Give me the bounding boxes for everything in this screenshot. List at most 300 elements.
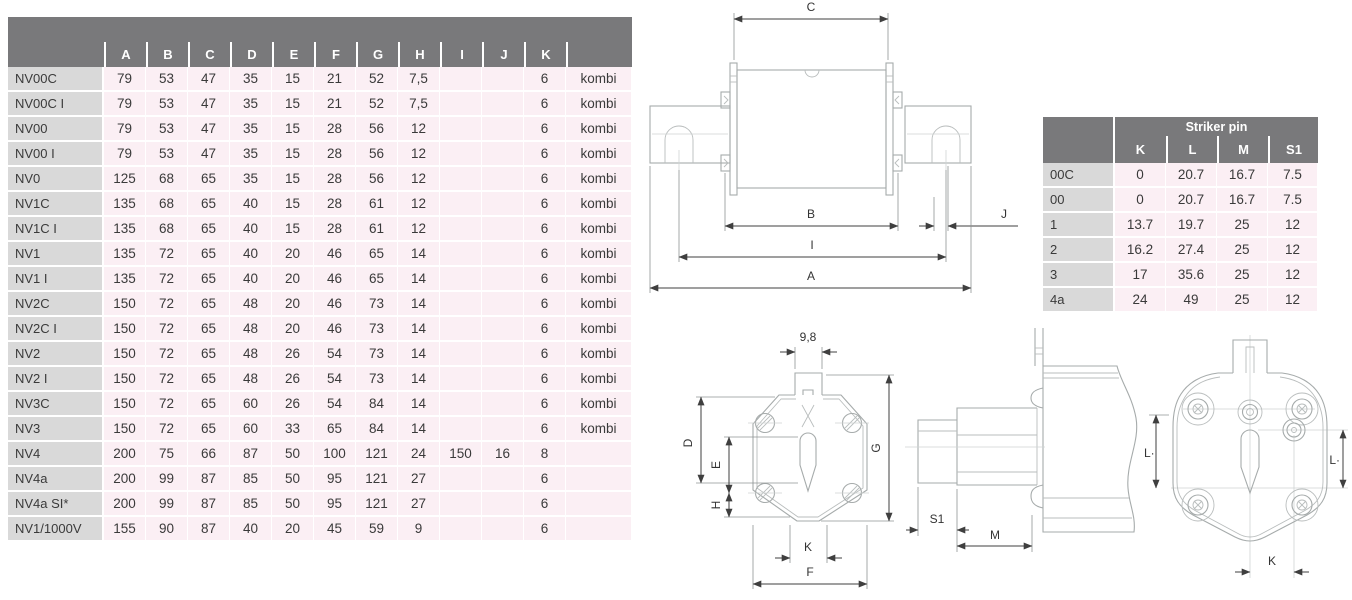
- dimension-cell: 14: [398, 317, 440, 342]
- table-row: [8, 492, 632, 517]
- dimension-cell: [566, 467, 632, 492]
- dimension-cell: 47: [188, 67, 230, 92]
- dimension-cell: 87: [188, 492, 230, 517]
- striker-row-label: 00C: [1043, 163, 1115, 188]
- dimension-cell: 72: [146, 367, 188, 392]
- dimension-cell: 35: [230, 117, 272, 142]
- row-label: NV2: [8, 342, 104, 367]
- dimension-cell: 16: [482, 442, 524, 467]
- dimension-cell: 68: [146, 217, 188, 242]
- dimension-cell: 85: [230, 467, 272, 492]
- dimension-cell: 15: [272, 192, 314, 217]
- dimension-cell: 12: [398, 167, 440, 192]
- row-label: NV2C: [8, 292, 104, 317]
- dimension-cell: [440, 367, 482, 392]
- dimension-cell: [440, 492, 482, 517]
- dimension-cell: 135: [104, 267, 146, 292]
- dimension-cell: 6: [524, 517, 566, 542]
- dimension-cell: 20: [272, 267, 314, 292]
- dimension-cell: 72: [146, 417, 188, 442]
- dim-label-K-rear: K: [1267, 554, 1277, 568]
- row-label: NV4a: [8, 467, 104, 492]
- dimension-cell: 12: [398, 117, 440, 142]
- dimension-cell: 135: [104, 192, 146, 217]
- dimension-cell: 47: [188, 117, 230, 142]
- dimension-cell: 28: [314, 192, 356, 217]
- dimension-cell: kombi: [566, 267, 632, 292]
- dimension-cell: 73: [356, 317, 398, 342]
- table-row: [1043, 213, 1318, 238]
- dimension-cell: [482, 142, 524, 167]
- dimension-cell: 15: [272, 117, 314, 142]
- striker-cell: 12: [1268, 213, 1318, 238]
- dimension-cell: 6: [524, 317, 566, 342]
- striker-cell: 20.7: [1166, 163, 1217, 188]
- dimension-cell: 150: [104, 317, 146, 342]
- dimension-cell: 46: [314, 292, 356, 317]
- dimension-cell: 84: [356, 417, 398, 442]
- dimension-cell: 100: [314, 442, 356, 467]
- right-blade: [886, 63, 893, 195]
- striker-row-label: 4a: [1043, 288, 1115, 313]
- dimension-cell: 15: [272, 217, 314, 242]
- dimension-cell: 95: [314, 467, 356, 492]
- dim-label-I: I: [810, 238, 814, 252]
- table-row: [8, 167, 632, 192]
- dimension-cell: 155: [104, 517, 146, 542]
- dimension-cell: 65: [188, 342, 230, 367]
- dimension-cell: kombi: [566, 117, 632, 142]
- dimension-cell: 15: [272, 142, 314, 167]
- dimension-cell: 65: [188, 167, 230, 192]
- left-busbar: [650, 106, 730, 163]
- table-row: [1043, 163, 1318, 188]
- dim-label-F: F: [806, 565, 814, 579]
- dimension-cell: 47: [188, 142, 230, 167]
- dimension-cell: 56: [356, 142, 398, 167]
- striker-title-row: [1043, 117, 1318, 136]
- dimension-cell: 150: [104, 392, 146, 417]
- dimension-cell: 150: [104, 342, 146, 367]
- dimension-cell: 65: [356, 242, 398, 267]
- dimension-cell: 84: [356, 392, 398, 417]
- dimension-cell: 20: [272, 292, 314, 317]
- dimension-cell: 75: [146, 442, 188, 467]
- dimension-cell: 6: [524, 142, 566, 167]
- dimension-cell: 73: [356, 292, 398, 317]
- dimension-cell: 60: [230, 417, 272, 442]
- striker-column-header: K: [1115, 136, 1166, 163]
- dimension-cell: [482, 117, 524, 142]
- dimension-cell: 46: [314, 317, 356, 342]
- dimension-cell: [440, 417, 482, 442]
- dimension-cell: 6: [524, 67, 566, 92]
- dimension-cell: 79: [104, 92, 146, 117]
- dimension-cell: 87: [230, 442, 272, 467]
- fuse-body-side: [1043, 366, 1137, 532]
- striker-cell: 13.7: [1115, 213, 1166, 238]
- dimension-cell: 150: [104, 367, 146, 392]
- dimension-cell: 46: [314, 267, 356, 292]
- dimension-cell: 72: [146, 342, 188, 367]
- dimension-cell: 135: [104, 217, 146, 242]
- dimensions-table: [8, 17, 632, 542]
- dimension-cell: [440, 142, 482, 167]
- dimension-cell: 150: [104, 292, 146, 317]
- dimension-cell: [440, 267, 482, 292]
- column-header: A: [104, 42, 146, 67]
- flange-bump-top: [1031, 388, 1043, 408]
- table-row: [8, 367, 632, 392]
- dimension-cell: [566, 517, 632, 542]
- striker-cell: 25: [1217, 213, 1268, 238]
- dimension-cell: 72: [146, 267, 188, 292]
- dimension-cell: 15: [272, 167, 314, 192]
- dimension-cell: 40: [230, 192, 272, 217]
- dimension-cell: [482, 392, 524, 417]
- dimensions-table-header: [8, 42, 632, 67]
- dimension-cell: 33: [272, 417, 314, 442]
- dimension-cell: 15: [272, 67, 314, 92]
- dimension-cell: [440, 67, 482, 92]
- column-header: [566, 42, 632, 67]
- dimension-cell: 200: [104, 492, 146, 517]
- dimension-cell: 9: [398, 517, 440, 542]
- table-row: [8, 267, 632, 292]
- striker-cell: 16.7: [1217, 163, 1268, 188]
- dimension-cell: 6: [524, 367, 566, 392]
- row-label: NV1 I: [8, 267, 104, 292]
- dimension-cell: [440, 92, 482, 117]
- dimension-cell: 48: [230, 367, 272, 392]
- dim-label-S1: S1: [929, 512, 945, 526]
- dimension-cell: 6: [524, 242, 566, 267]
- dimension-cell: 27: [398, 467, 440, 492]
- dimension-cell: 35: [230, 167, 272, 192]
- dimension-cell: 40: [230, 517, 272, 542]
- row-label: NV0: [8, 167, 104, 192]
- dim-label-A: A: [806, 269, 816, 283]
- dimension-cell: 95: [314, 492, 356, 517]
- table-row: [8, 117, 632, 142]
- dimension-cell: 21: [314, 67, 356, 92]
- striker-clip-mark: [802, 405, 814, 427]
- dimension-cell: 65: [356, 267, 398, 292]
- dimension-cell: 24: [398, 442, 440, 467]
- dimension-cell: 50: [272, 492, 314, 517]
- dimension-cell: [482, 92, 524, 117]
- dimension-cell: [440, 292, 482, 317]
- row-label: NV2C I: [8, 317, 104, 342]
- dimension-cell: [440, 517, 482, 542]
- dimension-cell: 125: [104, 167, 146, 192]
- teardrop-slot: [800, 433, 816, 491]
- dimension-cell: 79: [104, 67, 146, 92]
- dimension-cell: 46: [314, 242, 356, 267]
- column-header: G: [356, 42, 398, 67]
- dimension-cell: [482, 167, 524, 192]
- dimension-cell: 52: [356, 92, 398, 117]
- striker-cell: 20.7: [1166, 188, 1217, 213]
- dimension-cell: 28: [314, 117, 356, 142]
- dimension-cell: 15: [272, 92, 314, 117]
- dimension-cell: 26: [272, 392, 314, 417]
- dimension-cell: [482, 242, 524, 267]
- dimension-cell: 28: [314, 217, 356, 242]
- dimension-cell: [440, 342, 482, 367]
- dimension-cell: 20: [272, 317, 314, 342]
- table-row: [8, 242, 632, 267]
- column-header: J: [482, 42, 524, 67]
- dimension-cell: 20: [272, 517, 314, 542]
- column-header: E: [272, 42, 314, 67]
- dimension-cell: kombi: [566, 367, 632, 392]
- dimension-cell: 35: [230, 92, 272, 117]
- striker-table-body: [1043, 163, 1318, 313]
- dim-label-J: J: [1001, 207, 1007, 221]
- striker-cell: 25: [1217, 263, 1268, 288]
- dimension-cell: 73: [356, 367, 398, 392]
- dimension-cell: 85: [230, 492, 272, 517]
- body-top-notch: [805, 70, 819, 77]
- dimension-cell: [482, 342, 524, 367]
- table-row: [8, 317, 632, 342]
- striker-column-header: M: [1217, 136, 1268, 163]
- dimension-cell: kombi: [566, 342, 632, 367]
- dimension-cell: [482, 217, 524, 242]
- striker-cell: 7.5: [1268, 163, 1318, 188]
- row-label: NV1C: [8, 192, 104, 217]
- dimension-cell: 48: [230, 317, 272, 342]
- dimension-cell: 6: [524, 117, 566, 142]
- dimension-cell: 99: [146, 492, 188, 517]
- striker-corner-cell: [1043, 117, 1115, 163]
- table-row: [1043, 188, 1318, 213]
- drawing-fuse-side-view: [905, 320, 1155, 560]
- row-label: NV00: [8, 117, 104, 142]
- table-row: [8, 142, 632, 167]
- dimension-cell: 8: [524, 442, 566, 467]
- dimension-cell: [566, 492, 632, 517]
- dimension-cell: 54: [314, 342, 356, 367]
- dimension-cell: 6: [524, 292, 566, 317]
- dimension-cell: 6: [524, 467, 566, 492]
- dimension-cell: 99: [146, 467, 188, 492]
- dimensions-table-body: [8, 67, 632, 542]
- dimension-cell: [440, 242, 482, 267]
- dimension-cell: 6: [524, 492, 566, 517]
- dimension-cell: 21: [314, 92, 356, 117]
- row-label: NV1C I: [8, 217, 104, 242]
- dimension-cell: kombi: [566, 142, 632, 167]
- dimension-cell: 72: [146, 292, 188, 317]
- dimension-cell: kombi: [566, 392, 632, 417]
- striker-pin: [918, 408, 1037, 485]
- dimension-cell: kombi: [566, 192, 632, 217]
- dimension-cell: [482, 292, 524, 317]
- dimension-cell: 6: [524, 217, 566, 242]
- striker-cell: 12: [1268, 238, 1318, 263]
- row-label: NV00C: [8, 67, 104, 92]
- striker-cell: 0: [1115, 188, 1166, 213]
- dimension-cell: [482, 517, 524, 542]
- dimension-cell: 61: [356, 217, 398, 242]
- dimension-cell: 65: [314, 417, 356, 442]
- dimension-cell: 50: [272, 442, 314, 467]
- dimension-cell: 65: [188, 217, 230, 242]
- dimension-cell: 35: [230, 142, 272, 167]
- right-bottom-tab: [893, 155, 902, 171]
- dimension-cell: 79: [104, 117, 146, 142]
- dimension-cell: 65: [188, 192, 230, 217]
- dimension-cell: 12: [398, 217, 440, 242]
- dim-label-L-left: L·: [1144, 446, 1155, 460]
- dimension-cell: kombi: [566, 242, 632, 267]
- dimension-cell: 6: [524, 417, 566, 442]
- drawing-fuse-front-view: [630, 0, 1040, 310]
- dimension-cell: 47: [188, 92, 230, 117]
- dimension-cell: 12: [398, 192, 440, 217]
- dimension-cell: 65: [188, 242, 230, 267]
- dimension-cell: 40: [230, 217, 272, 242]
- column-header: F: [314, 42, 356, 67]
- dimension-cell: 60: [230, 392, 272, 417]
- dimension-cell: 14: [398, 417, 440, 442]
- dimension-cell: 27: [398, 492, 440, 517]
- row-label: NV1/1000V: [8, 517, 104, 542]
- table-row: [1043, 238, 1318, 263]
- table-row: [8, 92, 632, 117]
- dim-label-L-right: L·: [1329, 453, 1340, 467]
- table-row: [8, 442, 632, 467]
- dimension-cell: [440, 392, 482, 417]
- dim-label-G: G: [869, 443, 883, 453]
- row-label: NV2 I: [8, 367, 104, 392]
- dimension-cell: kombi: [566, 417, 632, 442]
- dimension-cell: 14: [398, 367, 440, 392]
- blade-tab: [795, 373, 822, 395]
- dimension-cell: 35: [230, 67, 272, 92]
- header-band: [8, 17, 632, 42]
- row-label: NV1: [8, 242, 104, 267]
- dimension-cell: 6: [524, 92, 566, 117]
- dim-label-H: H: [709, 500, 723, 510]
- left-blade: [730, 63, 737, 195]
- dimension-cell: 26: [272, 342, 314, 367]
- striker-table-title: Striker pin: [1115, 117, 1318, 136]
- dimension-cell: kombi: [566, 67, 632, 92]
- dimension-cell: 45: [314, 517, 356, 542]
- dimension-cell: 56: [356, 167, 398, 192]
- drawing-fuse-rear-view: [1143, 335, 1352, 590]
- dimension-cell: 14: [398, 292, 440, 317]
- dimension-cell: [440, 467, 482, 492]
- dimension-cell: 66: [188, 442, 230, 467]
- striker-cell: 25: [1217, 288, 1268, 313]
- row-label: NV4a SI*: [8, 492, 104, 517]
- table-row: [8, 517, 632, 542]
- column-header: K: [524, 42, 566, 67]
- striker-cell: 27.4: [1166, 238, 1217, 263]
- dimension-cell: 40: [230, 242, 272, 267]
- dimension-cell: [440, 117, 482, 142]
- column-header: C: [188, 42, 230, 67]
- table-row: [8, 292, 632, 317]
- dimension-cell: kombi: [566, 317, 632, 342]
- fuse-body: [737, 70, 886, 188]
- striker-cell: 12: [1268, 263, 1318, 288]
- dimension-cell: [440, 317, 482, 342]
- dimension-cell: 65: [188, 392, 230, 417]
- dimension-cell: 65: [188, 267, 230, 292]
- dimension-cell: 121: [356, 492, 398, 517]
- dimension-cell: 68: [146, 167, 188, 192]
- dimension-cell: 200: [104, 442, 146, 467]
- striker-cell: 12: [1268, 288, 1318, 313]
- dimension-cell: 6: [524, 267, 566, 292]
- table-row: [8, 217, 632, 242]
- dimension-cell: 14: [398, 342, 440, 367]
- dimension-cell: kombi: [566, 167, 632, 192]
- dim-label-E: E: [709, 460, 723, 470]
- dimension-cell: 6: [524, 342, 566, 367]
- striker-cell: 17: [1115, 263, 1166, 288]
- dimension-cell: 53: [146, 142, 188, 167]
- dimension-cell: 79: [104, 142, 146, 167]
- table-row: [8, 192, 632, 217]
- column-header: B: [146, 42, 188, 67]
- dimension-cell: [482, 317, 524, 342]
- dim-label-9-8: 9,8: [799, 330, 817, 344]
- dimension-cell: 54: [314, 367, 356, 392]
- striker-row-label: 00: [1043, 188, 1115, 213]
- striker-cell: 35.6: [1166, 263, 1217, 288]
- dimension-cell: [482, 467, 524, 492]
- table-row: [8, 392, 632, 417]
- striker-cell: 49: [1166, 288, 1217, 313]
- striker-row-label: 3: [1043, 263, 1115, 288]
- dimension-cell: 50: [272, 467, 314, 492]
- flange-bump-bottom: [1031, 485, 1043, 508]
- dimension-cell: 7,5: [398, 92, 440, 117]
- dimension-cell: 72: [146, 242, 188, 267]
- dimension-cell: 6: [524, 192, 566, 217]
- row-label: NV4: [8, 442, 104, 467]
- right-top-tab: [893, 92, 902, 108]
- dimension-cell: [566, 442, 632, 467]
- striker-cell: 0: [1115, 163, 1166, 188]
- dimension-cell: 48: [230, 292, 272, 317]
- header-band-cell: [8, 17, 632, 42]
- dimension-cell: [440, 192, 482, 217]
- dimension-cell: 53: [146, 67, 188, 92]
- dimension-cell: 65: [188, 292, 230, 317]
- striker-cell: 16.2: [1115, 238, 1166, 263]
- dimension-cell: 56: [356, 117, 398, 142]
- column-header: D: [230, 42, 272, 67]
- table-row: [8, 417, 632, 442]
- dimension-cell: [440, 217, 482, 242]
- right-busbar: [905, 106, 971, 163]
- dim-label-D: D: [681, 438, 695, 448]
- dimension-cell: 150: [104, 417, 146, 442]
- dimension-cell: 68: [146, 192, 188, 217]
- column-header: H: [398, 42, 440, 67]
- row-label: NV3: [8, 417, 104, 442]
- dim-label-M: M: [990, 528, 1000, 542]
- dimension-cell: 65: [188, 417, 230, 442]
- dimension-cell: 90: [146, 517, 188, 542]
